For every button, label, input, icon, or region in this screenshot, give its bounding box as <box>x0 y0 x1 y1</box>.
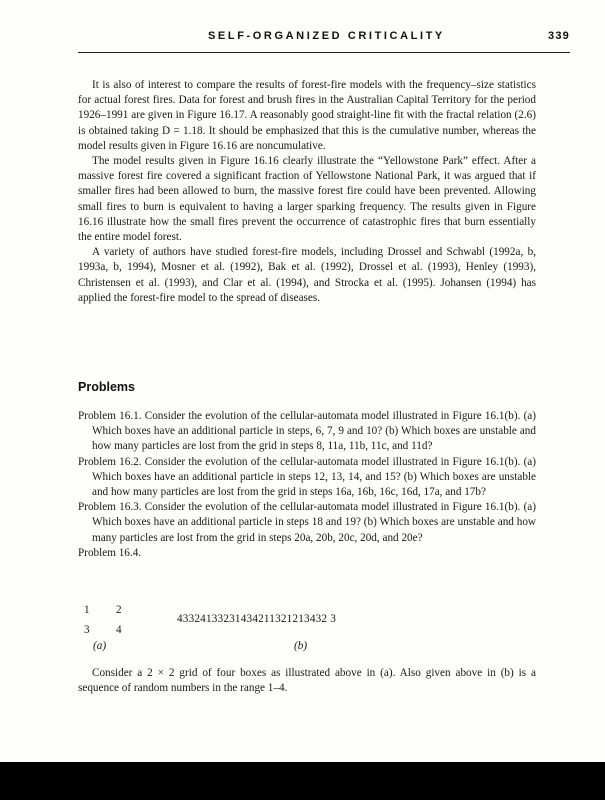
problem-item: Problem 16.3. Consider the evolution of the cellular-automata model illustrated in Figure 16.1(b). (a) Which boxes have an additional particle in steps 18 and 19? (b) Which boxes are unstable and how many particles are lost from the grid in steps 20a, 20b, 20c, 20d, and 20e? <box>78 501 536 544</box>
paragraph: A variety of authors have studied forest-fire models, including Drossel and Schwabl (1992a, b, 1993a, b, 1994), Mosner et al. (1992), Bak et al. (1992), Drossel et al. (1993), Henley (1993), Christensen et al. (1993), and Clar et al. (1994), and Strocka et al. (1995). Johansen (1994) has applied the forest-fire model to the spread of diseases. <box>78 246 536 304</box>
figure-caption-a: (a) <box>93 640 107 652</box>
figure-caption-b: (b) <box>294 640 308 652</box>
paragraph: The model results given in Figure 16.16 clearly illustrate the “Yellowstone Park” effect. After a massive forest fire covered a significant fraction of Yellowstone National Park, it was argued that if smaller fires had been allowed to burn, the massive forest fire could have been prevented. Allowing small fires to burn is equivalent to having a larger sparking frequency. The results given in Figure 16.16 illustrate how the small fires prevent the occurrence of catastrophic fires that burn essentially the entire model forest. <box>78 155 536 244</box>
bottom-black-band <box>0 762 605 800</box>
paragraph: It is also of interest to compare the results of forest-fire models with the frequency–size statistics for actual forest fires. Data for forest and brush fires in the Australian Capital Territory for the period 1926–1991 are given in Figure 16.17. A reasonably good straight-line fit with the fractal relation (2.6) is obtained taking D = 1.18. It should be emphasized that this is the cumulative number, whereas the model results given in Figure 16.16 are noncumulative. <box>78 79 536 152</box>
problem-item: Problem 16.4. <box>78 546 142 559</box>
running-title: SELF-ORGANIZED CRITICALITY <box>208 30 445 42</box>
closing-text <box>78 666 536 696</box>
header-rule <box>78 52 570 53</box>
page-number: 339 <box>548 30 570 42</box>
grid-cell: 1 <box>84 604 90 616</box>
grid-cell: 3 <box>84 624 90 636</box>
random-sequence: 43324133231434211321213432 3 <box>177 613 337 625</box>
running-header <box>78 30 570 48</box>
section-heading: Problems <box>78 380 135 394</box>
problem-item: Problem 16.2. Consider the evolution of the cellular-automata model illustrated in Figure 16.1(b). (a) Which boxes have an additional particle in steps 12, 13, 14, and 15? (b) Which boxes are unstable and how many particles are lost from the grid in steps 16a, 16b, 16c, 16d, 17a, and 17b? <box>78 455 536 499</box>
problem-item: Problem 16.1. Consider the evolution of the cellular-automata model illustrated in Figure 16.1(b). (a) Which boxes have an additional particle in steps, 6, 7, 9 and 10? (b) Which boxes are unstable and how many particles are lost from the grid in steps 8, 11a, 11b, 11c, and 11d? <box>78 410 536 453</box>
grid-cell: 2 <box>116 604 122 616</box>
grid-cell: 4 <box>116 624 122 636</box>
body-text <box>78 78 536 306</box>
problems-list <box>78 409 536 561</box>
paragraph: Consider a 2 × 2 grid of four boxes as illustrated above in (a). Also given above in (b) is a sequence of random numbers in the range 1–4. <box>78 667 536 695</box>
